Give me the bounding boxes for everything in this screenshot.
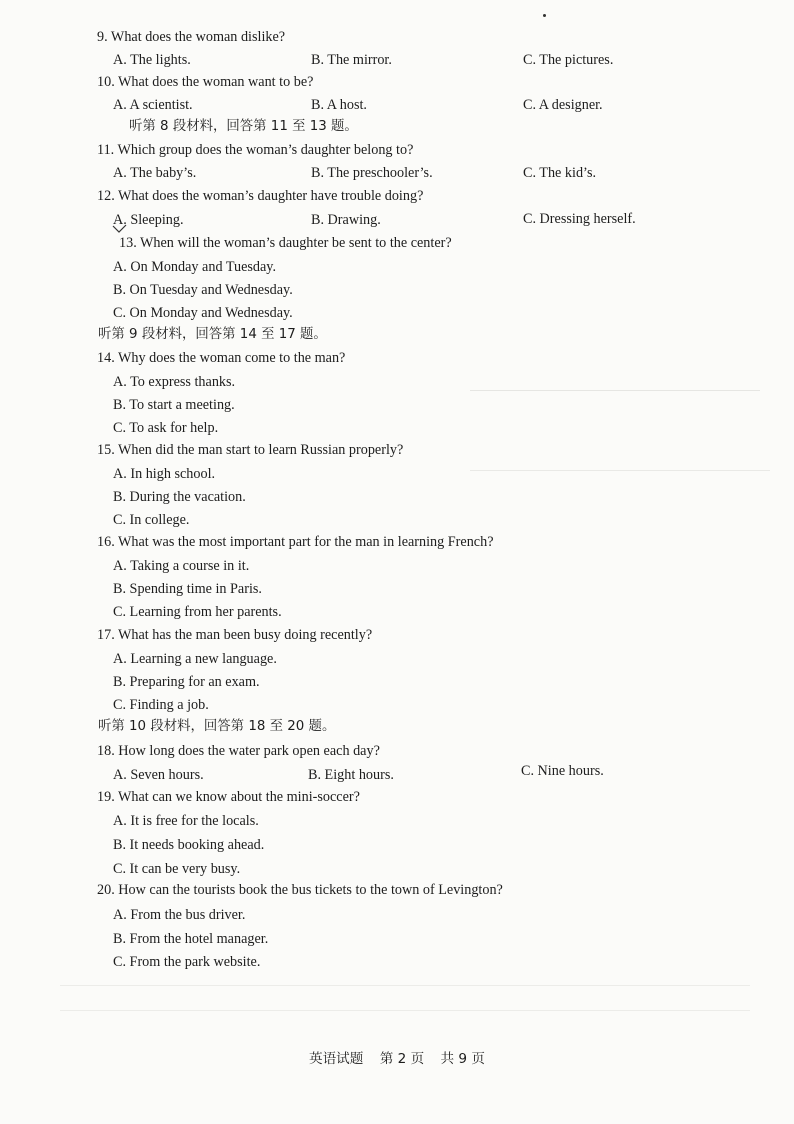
question-15-stem: 15. When did the man start to learn Russian properly? <box>97 442 404 458</box>
question-13-option-a: A. On Monday and Tuesday. <box>113 259 277 275</box>
question-20-option-b: B. From the hotel manager. <box>113 931 269 947</box>
question-16-option-b: B. Spending time in Paris. <box>113 581 262 597</box>
question-14-option-c: C. To ask for help. <box>113 420 219 436</box>
question-11-stem: 11. Which group does the woman’s daughter belong to? <box>97 142 414 158</box>
question-17-option-b: B. Preparing for an exam. <box>113 674 260 690</box>
question-11-option-c: C. The kid’s. <box>523 165 597 181</box>
footer-subject: 英语试题 <box>309 1051 364 1067</box>
question-18-option-c: C. Nine hours. <box>521 763 604 779</box>
question-12-option-a: A. Sleeping. <box>113 212 184 228</box>
question-15-option-a: A. In high school. <box>113 466 216 482</box>
question-15-option-b: B. During the vacation. <box>113 489 246 505</box>
question-10-option-c: C. A designer. <box>523 97 603 113</box>
page-footer <box>0 1047 794 1067</box>
question-16-option-a: A. Taking a course in it. <box>113 558 250 574</box>
question-9-option-b: B. The mirror. <box>311 52 392 68</box>
question-11-option-b: B. The preschooler’s. <box>311 165 433 181</box>
question-16-stem: 16. What was the most important part for the man in learning French? <box>97 534 494 550</box>
question-18-option-b: B. Eight hours. <box>308 767 394 783</box>
question-11-option-a: A. The baby’s. <box>113 165 197 181</box>
question-13-option-c: C. On Monday and Wednesday. <box>113 305 293 321</box>
question-19-stem: 19. What can we know about the mini-soccer? <box>97 789 360 805</box>
section-heading-8: 听第 8 段材料，回答第 11 至 13 题。 <box>129 119 358 134</box>
question-18-option-a: A. Seven hours. <box>113 767 204 783</box>
footer-total-pages: 共 9 页 <box>440 1051 485 1067</box>
question-19-option-a: A. It is free for the locals. <box>113 813 259 829</box>
question-17-stem: 17. What has the man been busy doing recently? <box>97 627 373 643</box>
question-20-stem: 20. How can the tourists book the bus tickets to the town of Levington? <box>97 882 503 898</box>
speck-mark <box>543 14 546 17</box>
handwritten-check-mark <box>112 224 128 234</box>
question-15-option-c: C. In college. <box>113 512 190 528</box>
question-13-option-b: B. On Tuesday and Wednesday. <box>113 282 293 298</box>
section-heading-9: 听第 9 段材料，回答第 14 至 17 题。 <box>98 327 327 342</box>
question-16-option-c: C. Learning from her parents. <box>113 604 282 620</box>
question-9-option-c: C. The pictures. <box>523 52 614 68</box>
question-12-stem: 12. What does the woman’s daughter have trouble doing? <box>97 188 424 204</box>
question-19-option-c: C. It can be very busy. <box>113 861 241 877</box>
question-18-stem: 18. How long does the water park open each day? <box>97 743 380 759</box>
question-10-option-a: A. A scientist. <box>113 97 193 113</box>
question-10-stem: 10. What does the woman want to be? <box>97 74 314 90</box>
question-12-option-b: B. Drawing. <box>311 212 381 228</box>
question-9-stem: 9. What does the woman dislike? <box>97 29 286 45</box>
question-14-option-b: B. To start a meeting. <box>113 397 235 413</box>
question-9-option-a: A. The lights. <box>113 52 191 68</box>
question-17-option-c: C. Finding a job. <box>113 697 209 713</box>
question-10-option-b: B. A host. <box>311 97 367 113</box>
question-13-stem: 13. When will the woman’s daughter be sent to the center? <box>119 235 452 251</box>
question-14-stem: 14. Why does the woman come to the man? <box>97 350 346 366</box>
question-14-option-a: A. To express thanks. <box>113 374 236 390</box>
question-20-option-a: A. From the bus driver. <box>113 907 246 923</box>
question-19-option-b: B. It needs booking ahead. <box>113 837 265 853</box>
section-heading-10: 听第 10 段材料，回答第 18 至 20 题。 <box>98 719 336 734</box>
question-17-option-a: A. Learning a new language. <box>113 651 277 667</box>
footer-page-number: 第 2 页 <box>379 1051 425 1067</box>
question-20-option-c: C. From the park website. <box>113 954 261 970</box>
question-12-option-c: C. Dressing herself. <box>523 211 636 227</box>
